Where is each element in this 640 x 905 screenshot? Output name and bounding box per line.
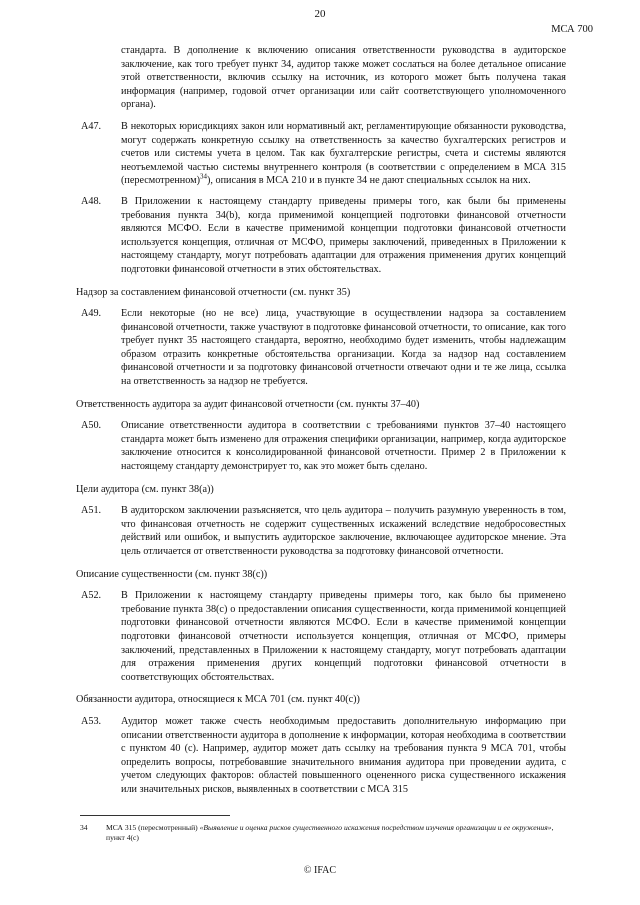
paragraph-number: A52.: [81, 590, 102, 602]
paragraph-text: В Приложении к настоящему стандарту приведены примеры того, как были бы применены требования пункта 34(b), когда применимой концепцией подготовки финансовой отчетности являются МСФО. Если в качестве применимой концепции подготовки финансовой отчетности используется концепция, отличная от МСФО, примеры заключений, приведенных в Приложении к настоящему стандарту, могут потребовать адаптации для отражения применения других концепций подготовки финансовой отчетности в этих обстоятельствах.: [121, 195, 566, 275]
paragraph-text: Если некоторые (но не все) лица, участвующие в осуществлении надзора за составлением финансовой отчетности, также участвуют в подготовке финансовой отчетности, то описание, как того требует пункт 35 настоящего стандарта, вероятно, необходимо будет изменить, чтобы надлежащим образом отразить конкретные обстоятельства организации. Когда за надзор над составлением финансовой отчетности и за подготовку финансовой отчетности отвечают одни и те же лица, ссылка на ответственность за надзор не требуется.: [121, 308, 566, 388]
section-heading-auditor-objectives: Цели аудитора (см. пункт 38(а)): [76, 483, 214, 495]
continuation-text: стандарта. В дополнение к включению описания ответственности руководства в аудиторское заключение, как того требует пункт 34, аудитор также может сослаться на более детальное описание этой ответственности, включив ссылку на источник, из которого может быть получена такая информация (например, годовой отчет организации или сайт соответствующего уполномоченного органа).: [121, 45, 566, 111]
paragraph-text: Описание ответственности аудитора в соответствии с требованиями пунктов 37–40 настоящего стандарта может быть изменено для отражения специфики организации, например, когда аудиторское заключение относится к консолидированной финансовой отчетности. Пример 2 в Приложении к настоящему стандарту демонстрирует то, как это может быть сделано.: [121, 420, 566, 473]
paragraph-a48: [76, 195, 566, 277]
footnote-suffix: , пункт 4(c): [106, 823, 554, 842]
footnote-reference: 34: [200, 172, 207, 181]
footnote-title: «Выявление и оценка рисков существенного искажения посредством изучения организации и ее окружения»: [199, 823, 552, 832]
paragraph-text: Аудитор может также счесть необходимым предоставить дополнительную информацию при описании ответственности аудитора в дополнение к информации, которая необходима в соответствии с пунктом 40 (с). Например, аудитор может дать ссылку на требования пункта 9 МСА 701, чтобы определить вопросы, потребовавшие значительного внимания аудитора при проведении аудита, с учетом следующих факторов: областей повышенного оцененного риска существенного искажения или значительных рисков, выявленных в соответствии с МСА 315: [121, 715, 566, 795]
footnote: [80, 823, 572, 843]
section-heading-oversight: Надзор за составлением финансовой отчетности (см. пункт 35): [76, 286, 351, 298]
main-content: [76, 44, 566, 804]
section-heading-materiality: Описание существенности (см. пункт 38(c)): [76, 568, 268, 580]
standard-code: МСА 700: [551, 24, 593, 35]
paragraph-a53: [76, 715, 566, 797]
paragraph-text: В Приложении к настоящему стандарту приведены примеры того, как было бы применено требование пункта 38(c) о предоставлении описания существенности, когда применимой концепцией подготовки финансовой отчетности являются МСФО. Если в качестве применимой концепции подготовки финансовой отчетности используется концепция, отличная от МСФО, примеры заключений, представленных в Приложении к настоящему стандарту, могут потребовать адаптации для отражения применения других концепций подготовки финансовой отчетности в соответствующих обстоятельствах.: [121, 590, 566, 683]
footnote-prefix: МСА 315 (пересмотренный): [106, 823, 200, 832]
paragraph-text: В некоторых юрисдикциях закон или нормативный акт, регламентирующие обязанности руководства, могут содержать конкретную ссылку на ответственность за качество бухгалтерских регистров и счетов или системы учета в целом. Так как бухгалтерские регистры, счета и системы являются неотъемлемой частью системы внутреннего контроля (в соответствии с определением в МСА 315 (пересмотренном): [121, 120, 566, 187]
paragraph-a51: [76, 504, 566, 558]
footnote-mark: 34: [80, 823, 88, 832]
footnote-divider: [80, 815, 230, 816]
paragraph-number: A47.: [81, 120, 102, 132]
paragraph-a52: [76, 589, 566, 684]
paragraph-number: A51.: [81, 505, 102, 517]
paragraph-a50: [76, 419, 566, 473]
paragraph-number: A48.: [81, 195, 102, 207]
paragraph-text: В аудиторском заключении разъясняется, что цель аудитора – получить разумную уверенность в том, что финансовая отчетность не содержит существенных искажений вследствие недобросовестных действий или ошибок, и выпустить аудиторское заключение, включающее аудиторское мнение. Эта цель отличается от ответственности руководства за подготовку финансовой отчетности.: [121, 505, 566, 557]
paragraph-number: A50.: [81, 420, 102, 432]
copyright-footer: © IFAC: [303, 865, 337, 876]
paragraph-a47: [76, 120, 566, 188]
paragraph-a49: [76, 307, 566, 389]
paragraph-number: A53.: [81, 715, 102, 727]
section-heading-auditor-responsibility: Ответственность аудитора за аудит финансовой отчетности (см. пункты 37–40): [76, 398, 420, 410]
page-number: 20: [314, 8, 326, 20]
section-heading-mca701: Обязанности аудитора, относящиеся к МСА 701 (см. пункт 40(c)): [76, 694, 360, 706]
paragraph-number: A49.: [81, 308, 102, 320]
paragraph-text-end: ), описания в МСА 210 и в пункте 34 не дают специальных ссылок на них.: [207, 175, 531, 187]
